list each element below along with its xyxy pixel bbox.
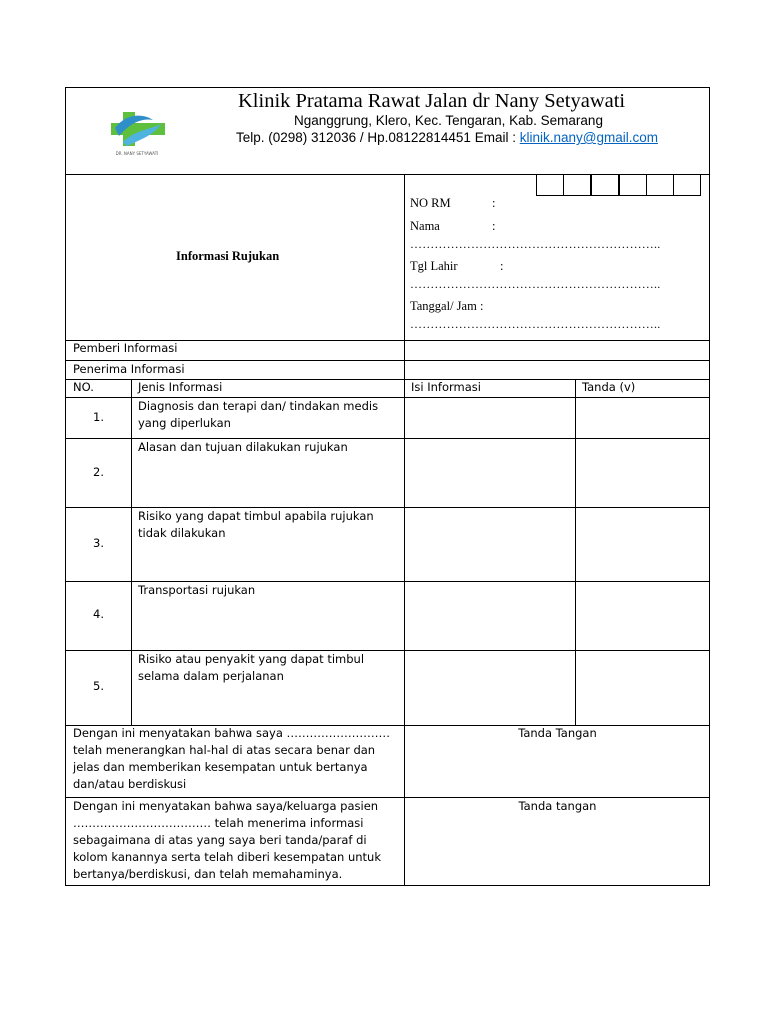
tgl-lahir-dots[interactable]: …………………………………………………….. [410,277,661,291]
row-number: 3. [93,536,104,550]
nama-dots[interactable]: …………………………………………………….. [410,237,661,251]
statement2-line3: sebagaimana di atas yang saya beri tanda/paraf di [73,833,367,847]
clinic-email-link[interactable]: klinik.nany@gmail.com [519,130,658,145]
statement1-line3: jelas dan memberikan kesempatan untuk bertanya [73,760,368,774]
col-header-isi: Isi Informasi [411,380,481,394]
no-rm-colon: : [492,196,496,210]
row-number: 2. [93,465,104,479]
no-rm-box[interactable] [591,174,619,196]
no-rm-box[interactable] [646,174,674,196]
logo-text: DR. NANY SETYAWATI [115,151,159,156]
row-number: 4. [93,607,104,621]
col-line [404,340,405,726]
row-jenis-line2: selama dalam perjalanan [138,669,284,683]
col-header-jenis: Jenis Informasi [138,380,223,394]
row-jenis-line2: tidak dilakukan [138,526,226,540]
patient-divider [404,174,405,341]
clinic-phone: Telp. (0298) 312036 / Hp.08122814451 Email : [236,130,520,145]
clinic-address: Nganggrung, Klero, Kec. Tengaran, Kab. Semarang [294,113,603,128]
clinic-logo [105,108,169,158]
col-header-no: NO. [73,380,94,394]
clinic-contact [236,130,658,145]
tgl-lahir-label: Tgl Lahir [410,259,458,273]
no-rm-boxes [536,174,702,196]
nama-colon: : [492,219,496,233]
clinic-name: Klinik Pratama Rawat Jalan dr Nany Setyawati [238,90,626,112]
row-jenis-line1: Diagnosis dan terapi dan/ tindakan medis [138,399,379,413]
form-title: Informasi Rujukan [176,249,280,263]
statement1-line2: telah menerangkan hal-hal di atas secara benar dan [73,743,376,757]
col-header-tanda: Tanda (v) [582,380,636,394]
row-number: 5. [93,679,104,693]
nama-label: Nama [410,219,440,233]
statement1-line4: dan/atau berdiskusi [73,777,187,791]
no-rm-box[interactable] [563,174,591,196]
tanggal-jam-label: Tanggal/ Jam : [410,299,484,313]
medical-cross-logo-icon [105,108,169,158]
row-jenis-line2: yang diperlukan [138,416,231,430]
signature-label: Tanda tangan [518,799,597,813]
signature-label: Tanda Tangan [518,726,597,740]
statement2-line1: Dengan ini menyatakan bahwa saya/keluarga pasien [73,799,379,813]
no-rm-box[interactable] [536,174,564,196]
tgl-lahir-colon: : [500,259,504,273]
statement1-line1: Dengan ini menyatakan bahwa saya ……………………… [73,726,391,740]
row-jenis-line1: Transportasi rujukan [138,583,256,597]
col-line [131,379,132,726]
no-rm-box[interactable] [619,174,647,196]
statement2-line2: ……………………………… telah menerima informasi [73,816,364,830]
col-line [575,379,576,726]
row-number: 1. [93,410,104,424]
statement2-line4: kolom kanannya serta telah diberi kesempatan untuk [73,850,382,864]
pemberi-label: Pemberi Informasi [73,341,178,355]
penerima-label: Penerima Informasi [73,362,185,376]
patient-info-box [65,174,710,341]
tanggal-jam-dots[interactable]: …………………………………………………….. [410,317,661,331]
row-jenis-line1: Alasan dan tujuan dilakukan rujukan [138,440,348,454]
statement2-line5: bertanya/berdiskusi, dan telah memahaminya. [73,867,343,881]
no-rm-box[interactable] [673,174,701,196]
row-jenis-line1: Risiko atau penyakit yang dapat timbul [138,652,365,666]
row-jenis-line1: Risiko yang dapat timbul apabila rujukan [138,509,374,523]
no-rm-label: NO RM [410,196,451,210]
